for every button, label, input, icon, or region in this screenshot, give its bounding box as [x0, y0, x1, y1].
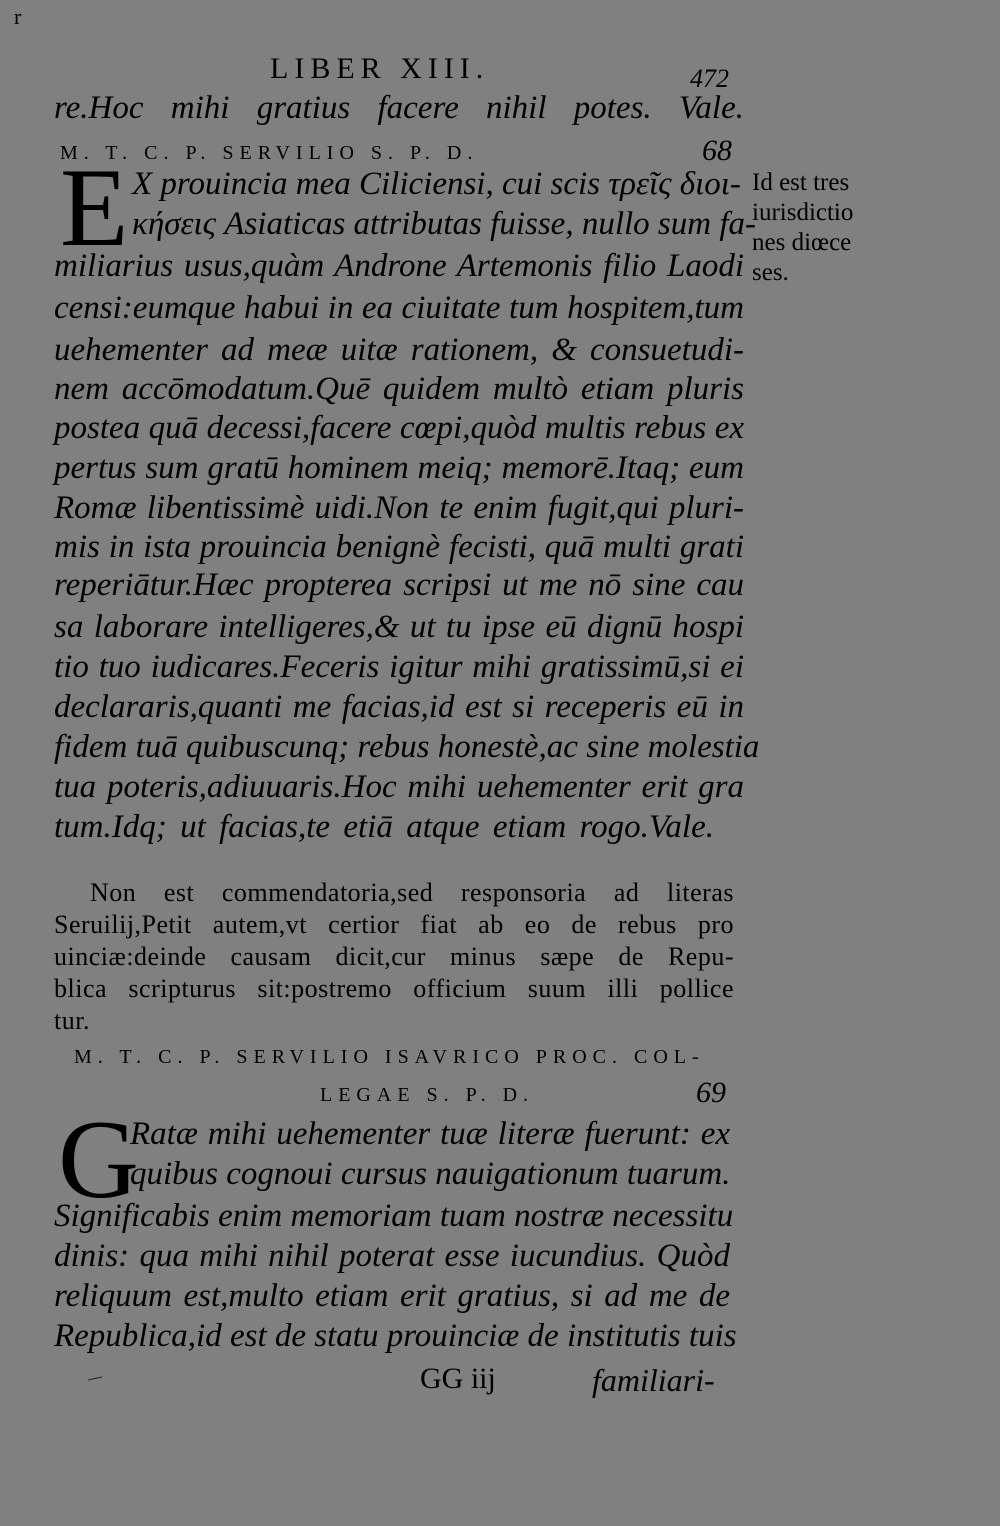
- letter-68-line: tua poteris,adiuuaris.Hoc mihi uehementer erit gra: [54, 769, 744, 805]
- letter-68-line: tum.Idq; ut facias,te etiā atque etiam rogo.Vale.: [54, 809, 714, 845]
- letter-69-line: quibus cognoui cursus nauigationum tuarum.: [130, 1156, 731, 1192]
- drop-cap-g: G: [58, 1098, 139, 1222]
- letter-68-number: 68: [702, 134, 732, 167]
- argument-line: tur.: [54, 1006, 90, 1035]
- letter-68-heading: M. T. C. P. SERVILIO S. P. D.: [60, 142, 479, 164]
- margin-note-line: ses.: [752, 259, 789, 286]
- argument-line: blica scripturus sit:postremo officium suum illi pollice: [54, 974, 734, 1003]
- letter-68-line: sa laborare intelligeres,& ut tu ipse eū dignū hospi: [54, 609, 744, 645]
- argument-line: Seruilij,Petit autem,vt certior fiat ab eo de rebus pro: [54, 910, 734, 939]
- argument-line: uinciæ:deinde causam dicit,cur minus sæpe de Repu-: [54, 942, 734, 971]
- letter-68-line: tio tuo iudicares.Feceris igitur mihi gratissimū,si ei: [54, 649, 744, 685]
- letter-69-line: reliquum est,multo etiam erit gratius, si ad me de: [54, 1278, 730, 1314]
- opening-line: re.Hoc mihi gratius facere nihil potes. Vale.: [54, 90, 744, 126]
- letter-68-line: miliarius usus,quàm Androne Artemonis filio Laodi: [54, 248, 744, 284]
- letter-68-line: κήσεις Asiaticas attributas fuisse, nullo sum fa-: [132, 206, 756, 242]
- margin-note-line: iurisdictio: [752, 199, 854, 226]
- catchword: familiari-: [592, 1362, 715, 1398]
- letter-68-line: postea quā decessi,facere cœpi,quòd multis rebus ex: [54, 410, 744, 446]
- letter-69-heading: LEGAE S. P. D.: [320, 1084, 535, 1106]
- letter-68-line: Romæ libentissimè uidi.Non te enim fugit,qui pluri-: [54, 490, 744, 526]
- corner-mark: r: [14, 4, 22, 29]
- letter-68-line: pertus sum gratū hominem meiq; memorē.Itaq; eum: [54, 450, 744, 486]
- letter-68-line: fidem tuā quibuscunq; rebus honestè,ac sine molestia: [54, 729, 760, 765]
- page-number: 472: [690, 64, 729, 93]
- signature-mark: GG iij: [420, 1362, 496, 1395]
- running-head: LIBER XIII.: [270, 52, 490, 85]
- letter-69-line: Ratæ mihi uehementer tuæ literæ fuerunt: ex: [130, 1116, 730, 1152]
- letter-68-line: X prouincia mea Ciliciensi, cui scis τρεῖς διοι-: [132, 166, 741, 202]
- margin-note-line: Id est tres: [752, 169, 850, 196]
- letter-69-number: 69: [696, 1076, 726, 1109]
- margin-note-line: nes diœce: [752, 229, 852, 256]
- drop-cap-e: E: [60, 146, 129, 270]
- letter-68-line: reperiātur.Hæc propterea scripsi ut me nō sine cau: [54, 567, 744, 603]
- letter-68-line: uehementer ad meæ uitæ rationem, & consuetudi-: [54, 332, 744, 368]
- letter-68-line: declararis,quanti me facias,id est si receperis eū in: [54, 689, 744, 725]
- letter-69-line: Republica,id est de statu prouinciæ de institutis tuis: [54, 1318, 737, 1354]
- letter-69-heading: M. T. C. P. SERVILIO ISAVRICO PROC. COL-: [74, 1046, 705, 1068]
- letter-68-line: nem accōmodatum.Quē quidem multò etiam pluris: [54, 371, 744, 407]
- letter-68-line: censi:eumque habui in ea ciuitate tum hospitem,tum: [54, 290, 744, 326]
- margin-note: [752, 168, 892, 288]
- letter-68-line: mis in ista prouincia benignè fecisti, quā multi grati: [54, 529, 744, 565]
- argument-line: Non est commendatoria,sed responsoria ad literas: [90, 878, 734, 907]
- stray-mark: [88, 1377, 102, 1381]
- letter-69-line: dinis: qua mihi nihil poterat esse iucundius. Quòd: [54, 1238, 730, 1274]
- letter-69-line: Significabis enim memoriam tuam nostræ necessitu: [54, 1198, 734, 1234]
